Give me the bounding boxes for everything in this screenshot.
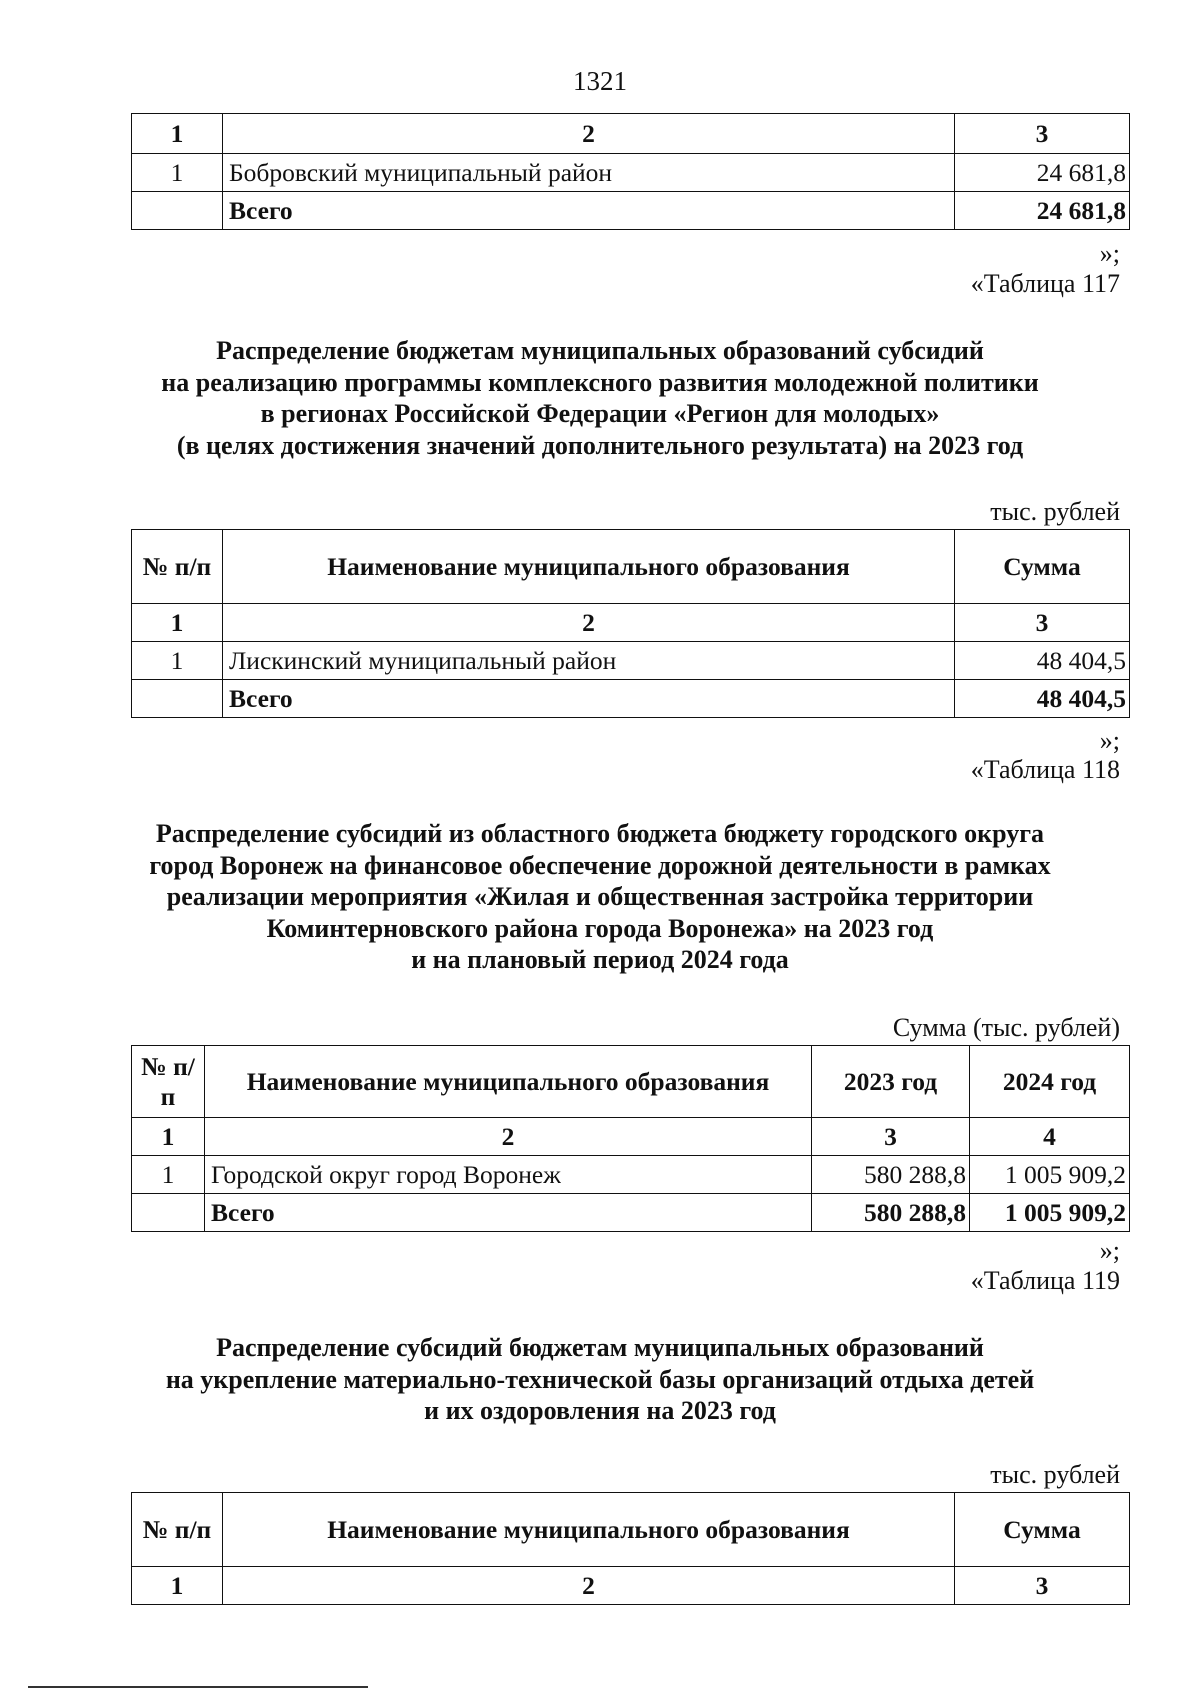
closing-quote: »; [1099,239,1120,268]
row-number: 1 [132,1156,205,1194]
total-label: Всего [223,680,955,718]
title-line: и их оздоровления на 2023 год [424,1396,776,1425]
closing-quote: »; [1099,1236,1120,1265]
title-line: город Воронеж на финансовое обеспечение дорожной деятельности в рамках [149,850,1051,880]
header-number: № п/п [132,1046,205,1118]
table-row [132,154,1130,192]
table-label: «Таблица 117 [970,269,1120,298]
title-line: Распределение субсидий бюджетам муниципальных образований [216,1333,984,1362]
title-line: на укрепление материально-технической базы организаций отдыха детей [165,1364,1035,1394]
header-name: Наименование муниципального образования [205,1046,812,1118]
title-line: (в целях достижения значений дополнительного результата) на 2023 год [176,430,1024,460]
row-number: 1 [132,642,223,680]
header-number: № п/п [132,530,223,604]
total-amount-2023: 580 288,8 [812,1194,970,1232]
table-title [0,818,1200,976]
header-2023: 2023 год [812,1046,970,1118]
column-numbers-row [132,114,1130,154]
header-name: Наименование муниципального образования [223,530,955,604]
table-title [0,335,1200,461]
empty-cell [132,1194,205,1232]
municipality-name: Бобровский муниципальный район [223,154,955,192]
units-label: тыс. рублей [990,497,1120,526]
title-line: реализации мероприятия «Жилая и общественная застройка территории [166,882,1034,911]
total-amount-2024: 1 005 909,2 [970,1194,1130,1232]
municipality-name: Городской округ город Воронеж [205,1156,812,1194]
title-line: Распределение бюджетам муниципальных образований субсидий [216,336,984,365]
column-number: 3 [955,114,1130,154]
total-amount: 48 404,5 [955,680,1130,718]
title-line: в регионах Российской Федерации «Регион для молодых» [260,399,940,428]
total-row [132,192,1130,230]
header-row [132,530,1130,604]
column-number: 3 [812,1118,970,1156]
title-line: Распределение субсидий из областного бюджета бюджету городского округа [155,819,1045,848]
column-number: 1 [132,604,223,642]
municipality-name: Лискинский муниципальный район [223,642,955,680]
column-number: 1 [132,1567,223,1605]
column-number: 4 [970,1118,1130,1156]
total-row [132,680,1130,718]
header-sum: Сумма [955,1493,1130,1567]
column-numbers-row [132,1567,1130,1605]
header-name: Наименование муниципального образования [223,1493,955,1567]
table-117 [131,529,1130,718]
column-number: 2 [205,1118,812,1156]
title-line: Коминтерновского района города Воронежа» на 2023 год [266,913,934,943]
column-numbers-row [132,1118,1130,1156]
table-title [0,1332,1200,1427]
total-label: Всего [205,1194,812,1232]
amount: 48 404,5 [955,642,1130,680]
column-number: 1 [132,1118,205,1156]
header-number: № п/п [132,1493,223,1567]
empty-cell [132,680,223,718]
column-numbers-row [132,604,1130,642]
column-number: 2 [223,1567,955,1605]
title-line: на реализацию программы комплексного развития молодежной политики [161,367,1039,397]
column-number: 3 [955,604,1130,642]
table-118 [131,1045,1130,1232]
table-label: «Таблица 119 [970,1266,1120,1295]
total-amount: 24 681,8 [955,192,1130,230]
amount-2024: 1 005 909,2 [970,1156,1130,1194]
closing-quote: »; [1099,726,1120,755]
units-label: Сумма (тыс. рублей) [892,1013,1120,1042]
table-119 [131,1492,1130,1605]
table-row [132,1156,1130,1194]
table-row [132,642,1130,680]
column-number: 2 [223,114,955,154]
title-line: и на плановый период 2024 года [411,945,789,974]
empty-cell [132,192,223,230]
amount-2023: 580 288,8 [812,1156,970,1194]
amount: 24 681,8 [955,154,1130,192]
row-number: 1 [132,154,223,192]
table-label: «Таблица 118 [970,755,1120,784]
header-2024: 2024 год [970,1046,1130,1118]
column-number: 2 [223,604,955,642]
column-number: 3 [955,1567,1130,1605]
total-row [132,1194,1130,1232]
footer-rule [28,1686,368,1688]
table-116-tail [131,113,1130,230]
header-row [132,1493,1130,1567]
units-label: тыс. рублей [990,1460,1120,1489]
header-sum: Сумма [955,530,1130,604]
total-label: Всего [223,192,955,230]
page-number: 1321 [573,66,627,96]
column-number: 1 [132,114,223,154]
header-row [132,1046,1130,1118]
